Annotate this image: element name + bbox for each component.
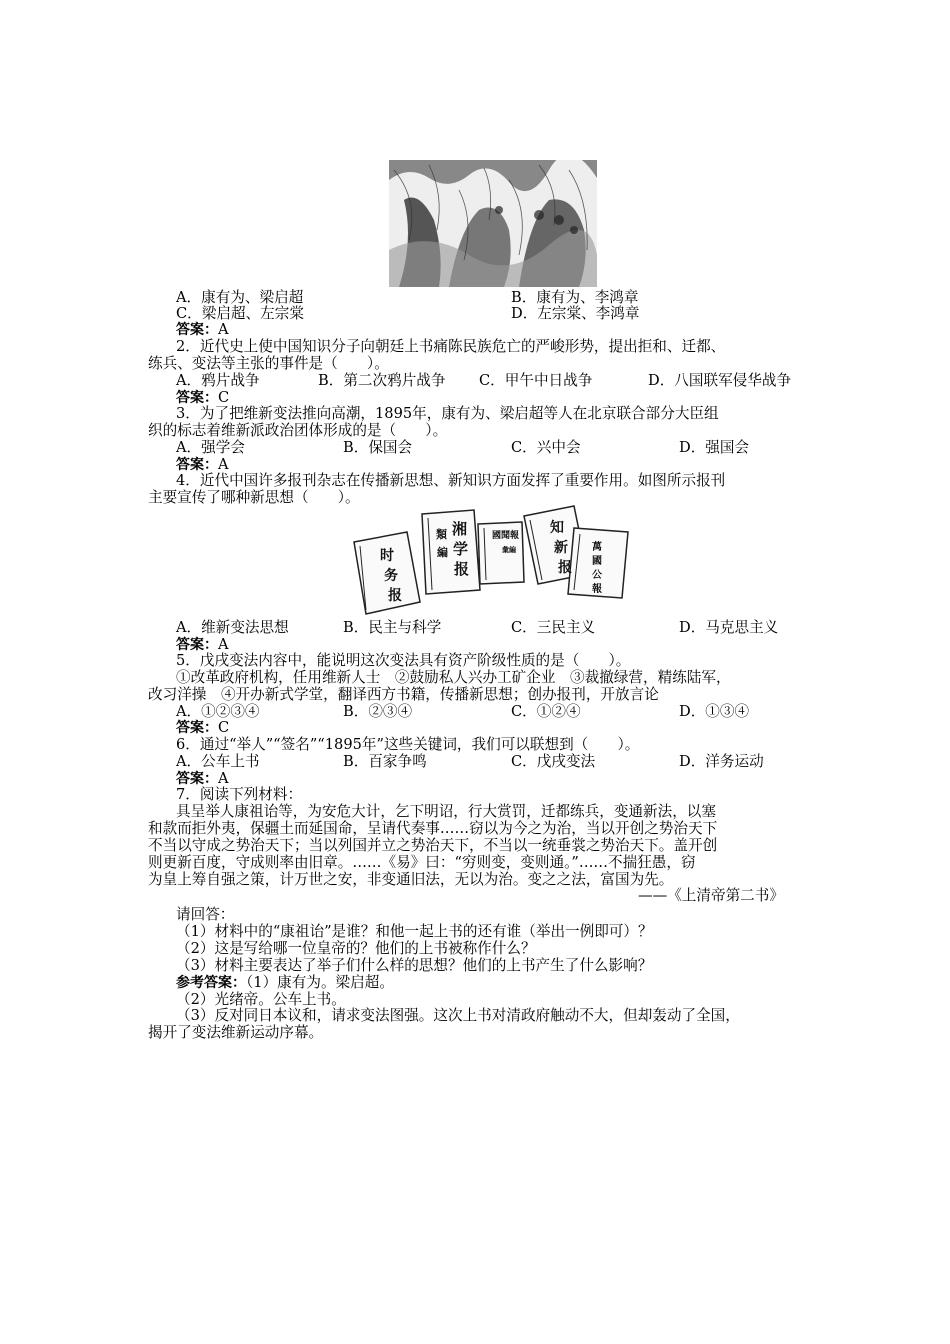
svg-text:新: 新 (554, 540, 568, 556)
answer-label: 答案： (176, 720, 218, 736)
svg-text:編: 編 (437, 546, 448, 559)
reference-answer-3b: 揭开了变法维新运动序幕。 (148, 1024, 324, 1041)
q2-option-c: C．甲午中日战争 (479, 372, 593, 389)
q3-option-a: A．强学会 (176, 439, 245, 456)
reference-answer-label: 参考答案： (176, 975, 246, 991)
q5-text-line2: ①改革政府机构，任用维新人士 ②鼓励私人兴办工矿企业 ③裁撤绿营，精练陆军， (176, 669, 731, 686)
q3-text-line1: 3．为了把维新变法推向高潮，1895年，康有为、梁启超等人在北京联合部分大臣组 (176, 405, 719, 422)
answer-value: A (218, 770, 229, 787)
q7-material-line: 不当以守成之势治天下；当以列国并立之势治天下，不当以一统垂裳之势治天下。盖开创 (148, 837, 718, 854)
q3-option-b: B．保国会 (343, 439, 413, 456)
q6-option-d: D．洋务运动 (679, 753, 764, 770)
q5-text-line3: 改习洋操 ④开办新式学堂，翻译西方书籍，传播新思想；创办报刊，开放言论 (148, 686, 659, 703)
q2-option-d: D．八国联军侵华战争 (648, 372, 792, 389)
svg-text:湘: 湘 (452, 520, 468, 538)
q3-text-line2: 织的标志着维新派政治团体形成的是（ ）。 (148, 422, 448, 439)
answer-label: 答案： (176, 322, 218, 338)
q7-question-2: （2）这是写给哪一位皇帝的？他们的上书被称作什么？ (176, 940, 536, 957)
q7-question-3: （3）材料主要表达了举子们什么样的思想？他们的上书产生了什么影响？ (176, 957, 653, 974)
q5-option-a: A．①②③④ (176, 703, 260, 720)
q1-option-b: B．康有为、李鸿章 (511, 289, 639, 306)
svg-text:報: 報 (592, 584, 602, 595)
ink-painting-illustration (389, 160, 597, 287)
q1-option-a: A．康有为、梁启超 (176, 289, 304, 306)
q5-text-line1: 5．戊戌变法内容中，能说明这次变法具有资产阶级性质的是（ ）。 (176, 652, 631, 669)
svg-text:萬: 萬 (592, 542, 602, 553)
svg-text:学: 学 (453, 540, 469, 558)
q7-text-line1: 7．阅读下列材料： (176, 786, 303, 803)
svg-text:报: 报 (558, 560, 572, 576)
q2-option-a: A．鸦片战争 (176, 372, 260, 389)
q4-option-a: A．维新变法思想 (176, 619, 289, 636)
q7-source: ——《上清帝第二书》 (638, 887, 784, 904)
svg-text:公: 公 (592, 570, 602, 581)
svg-text:知: 知 (550, 520, 564, 536)
q5-option-d: D．①③④ (679, 703, 750, 720)
reference-answer-2: （2）光绪帝。公车上书。 (176, 991, 346, 1008)
answer-label: 答案： (176, 637, 218, 653)
q1-option-c: C．梁启超、左宗棠 (176, 305, 304, 322)
svg-text:务: 务 (384, 568, 398, 584)
q7-prompt: 请回答： (176, 906, 235, 923)
answer-value: C (218, 719, 230, 736)
answer-value: A (218, 321, 229, 338)
svg-text:报: 报 (388, 588, 402, 604)
answer-label: 答案： (176, 771, 218, 787)
reference-answer-1: （1）康有为。梁启超。 (246, 974, 394, 991)
q2-option-b: B．第二次鸦片战争 (318, 372, 446, 389)
q4-option-b: B．民主与科学 (343, 619, 442, 636)
svg-text:國: 國 (592, 556, 602, 567)
q1-answer (176, 321, 229, 339)
q7-material-line: 为皇上筹自强之策，计万世之安，非变通旧法，无以为治。变之之法，富国为先。 (148, 871, 674, 888)
q6-option-a: A．公车上书 (176, 753, 260, 770)
q6-text-line1: 6．通过“举人”“签名”“1895年”这些关键词，我们可以联想到（ ）。 (176, 736, 640, 753)
svg-text:類: 類 (436, 528, 447, 541)
answer-label: 答案： (176, 457, 218, 473)
svg-text:报: 报 (454, 560, 470, 578)
q5-option-c: C．①②④ (511, 703, 581, 720)
q5-option-b: B．②③④ (343, 703, 413, 720)
q3-option-c: C．兴中会 (511, 439, 581, 456)
svg-text:彙編: 彙編 (502, 545, 516, 554)
q4-text-line2: 主要宣传了哪种新思想（ ）。 (148, 489, 360, 506)
answer-value: A (218, 636, 229, 653)
answer-value: C (218, 389, 230, 406)
q4-option-d: D．马克思主义 (679, 619, 779, 636)
q7-material-line: 则更新百度，守成则率由旧章。……《易》曰：“穷则变，变则通。”……不揣狂愚，窃 (148, 854, 696, 871)
newspaper-publications-illustration (352, 502, 632, 617)
q2-text-line2: 练兵、变法等主张的事件是（ ）。 (148, 355, 389, 372)
q7-question-1: （1）材料中的“康祖诒”是谁？和他一起上书的还有谁（举出一例即可）？ (176, 923, 653, 940)
q2-text-line1: 2．近代史上使中国知识分子向朝廷上书痛陈民族危亡的严峻形势，提出拒和、迁都、 (176, 338, 726, 355)
q3-option-d: D．强国会 (679, 439, 750, 456)
q4-text-line1: 4．近代中国许多报刊杂志在传播新思想、新知识方面发挥了重要作用。如图所示报刊 (176, 472, 726, 489)
answer-label: 答案： (176, 390, 218, 406)
svg-text:國聞報: 國聞報 (492, 531, 520, 541)
answer-value: A (218, 456, 229, 473)
q5-answer (176, 719, 229, 737)
q7-material-line: 具呈举人康祖诒等，为安危大计，乞下明诏，行大赏罚，迁都练兵，变通新法，以塞 (176, 803, 716, 820)
q6-option-c: C．戊戌变法 (511, 753, 596, 770)
q7-material-line: 和款而拒外夷，保疆土而延国命，呈请代奏事……窃以为今之为治，当以开创之势治天下 (148, 820, 718, 837)
q4-option-c: C．三民主义 (511, 619, 596, 636)
q1-option-d: D．左宗棠、李鸿章 (511, 305, 640, 322)
q6-option-b: B．百家争鸣 (343, 753, 427, 770)
q7-reference-answer (176, 974, 394, 992)
reference-answer-3a: （3）反对同日本议和，请求变法图强。这次上书对清政府触动不大，但却轰动了全国， (176, 1007, 740, 1024)
svg-text:时: 时 (380, 548, 394, 564)
